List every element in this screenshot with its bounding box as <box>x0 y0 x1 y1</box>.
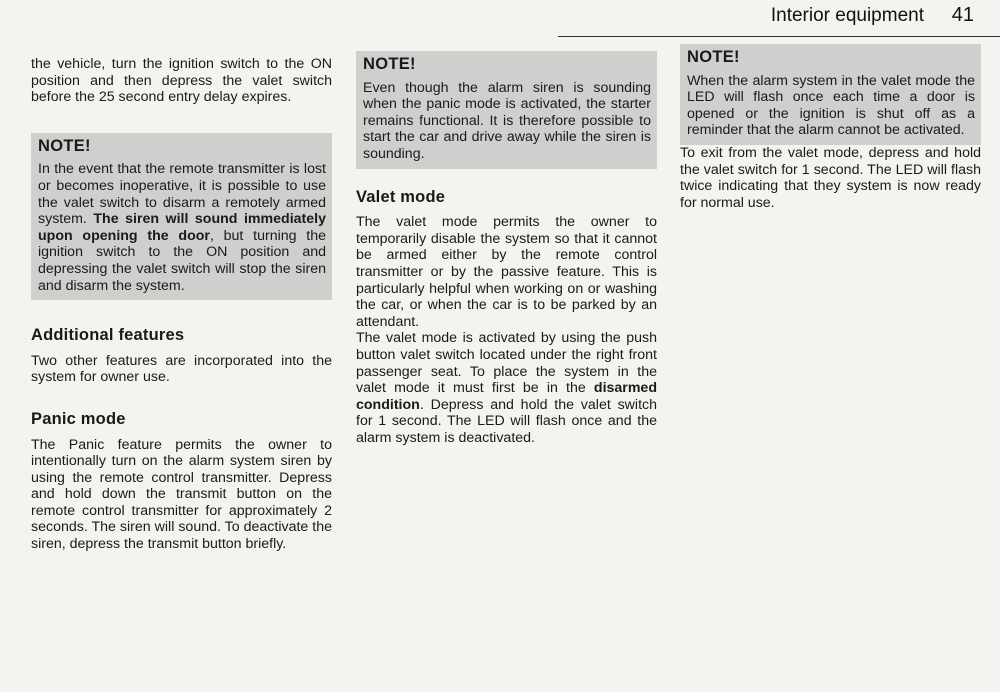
note-box-panic <box>356 51 657 169</box>
column-right <box>680 44 981 211</box>
panic-mode-text: The Panic feature permits the owner to intentionally turn on the alarm system siren by using the remote control transmitter. Depress and hold down the transmit button on the remote control transmitter for approximately 2 seconds. The siren will sound. To deactivate the siren, depress the transmit button briefly. <box>31 436 332 553</box>
section-title: Interior equipment <box>770 5 924 26</box>
note-text-before: In the event that the remote transmitter is lost or becomes inoperative, it is possible to use the valet switch to disarm a remotely armed system. <box>38 161 326 228</box>
note-title: NOTE! <box>38 136 91 155</box>
note-box-valet <box>680 44 981 145</box>
intro-paragraph: the vehicle, turn the ignition switch to the ON position and then depress the valet switch before the 25 second entry delay expires. <box>31 56 332 106</box>
valet-text-before: The valet mode is activated by using the push button valet switch located under the right front passenger seat. To place the system in the valet mode it must first be in the <box>356 330 657 397</box>
note-text-after: , but turning the ignition switch to the ON position and depressing the valet switch will stop the siren and disarm the system. <box>38 227 326 294</box>
valet-text-bold: disarmed condition <box>356 380 657 413</box>
additional-features-text: Two other features are incorporated into the system for owner use. <box>31 352 332 386</box>
note-box-transmitter <box>31 133 332 300</box>
header-rule <box>558 36 1000 37</box>
page-header <box>540 0 1000 38</box>
page-number: 41 <box>951 4 974 26</box>
note-text: Even though the alarm siren is sounding when the panic mode is activated, the starter remains functional. It is therefore possible to start the car and drive away while the siren is sounding. <box>363 79 651 162</box>
valet-mode-text-2 <box>356 330 657 446</box>
valet-text-after: . Depress and hold the valet switch for 1 second. The LED will flash once and the alarm system is deactivated. <box>356 396 657 446</box>
note-title: NOTE! <box>687 48 740 66</box>
exit-valet-text: To exit from the valet mode, depress and hold the valet switch for 1 second. The LED will flash twice indicating that they system is now ready for normal use. <box>680 144 981 211</box>
heading-panic-mode: Panic mode <box>31 409 126 428</box>
column-left <box>31 56 332 553</box>
heading-valet-mode: Valet mode <box>356 187 446 206</box>
column-middle <box>356 51 657 446</box>
note-text <box>38 161 326 294</box>
note-text: When the alarm system in the valet mode the LED will flash once each time a door is opened or the ignition is shut off as a reminder that the alarm cannot be activated. <box>687 72 975 139</box>
note-text-bold: The siren will sound immediately upon opening the door <box>38 211 326 244</box>
valet-mode-text-1: The valet mode permits the owner to temporarily disable the system so that it cannot be armed either by the remote control transmitter or by the passive feature. This is particularly helpful when working on or washing the car, or when the car is to be parked by an attendant. <box>356 214 657 330</box>
note-title: NOTE! <box>363 55 416 73</box>
heading-additional-features: Additional features <box>31 326 185 345</box>
